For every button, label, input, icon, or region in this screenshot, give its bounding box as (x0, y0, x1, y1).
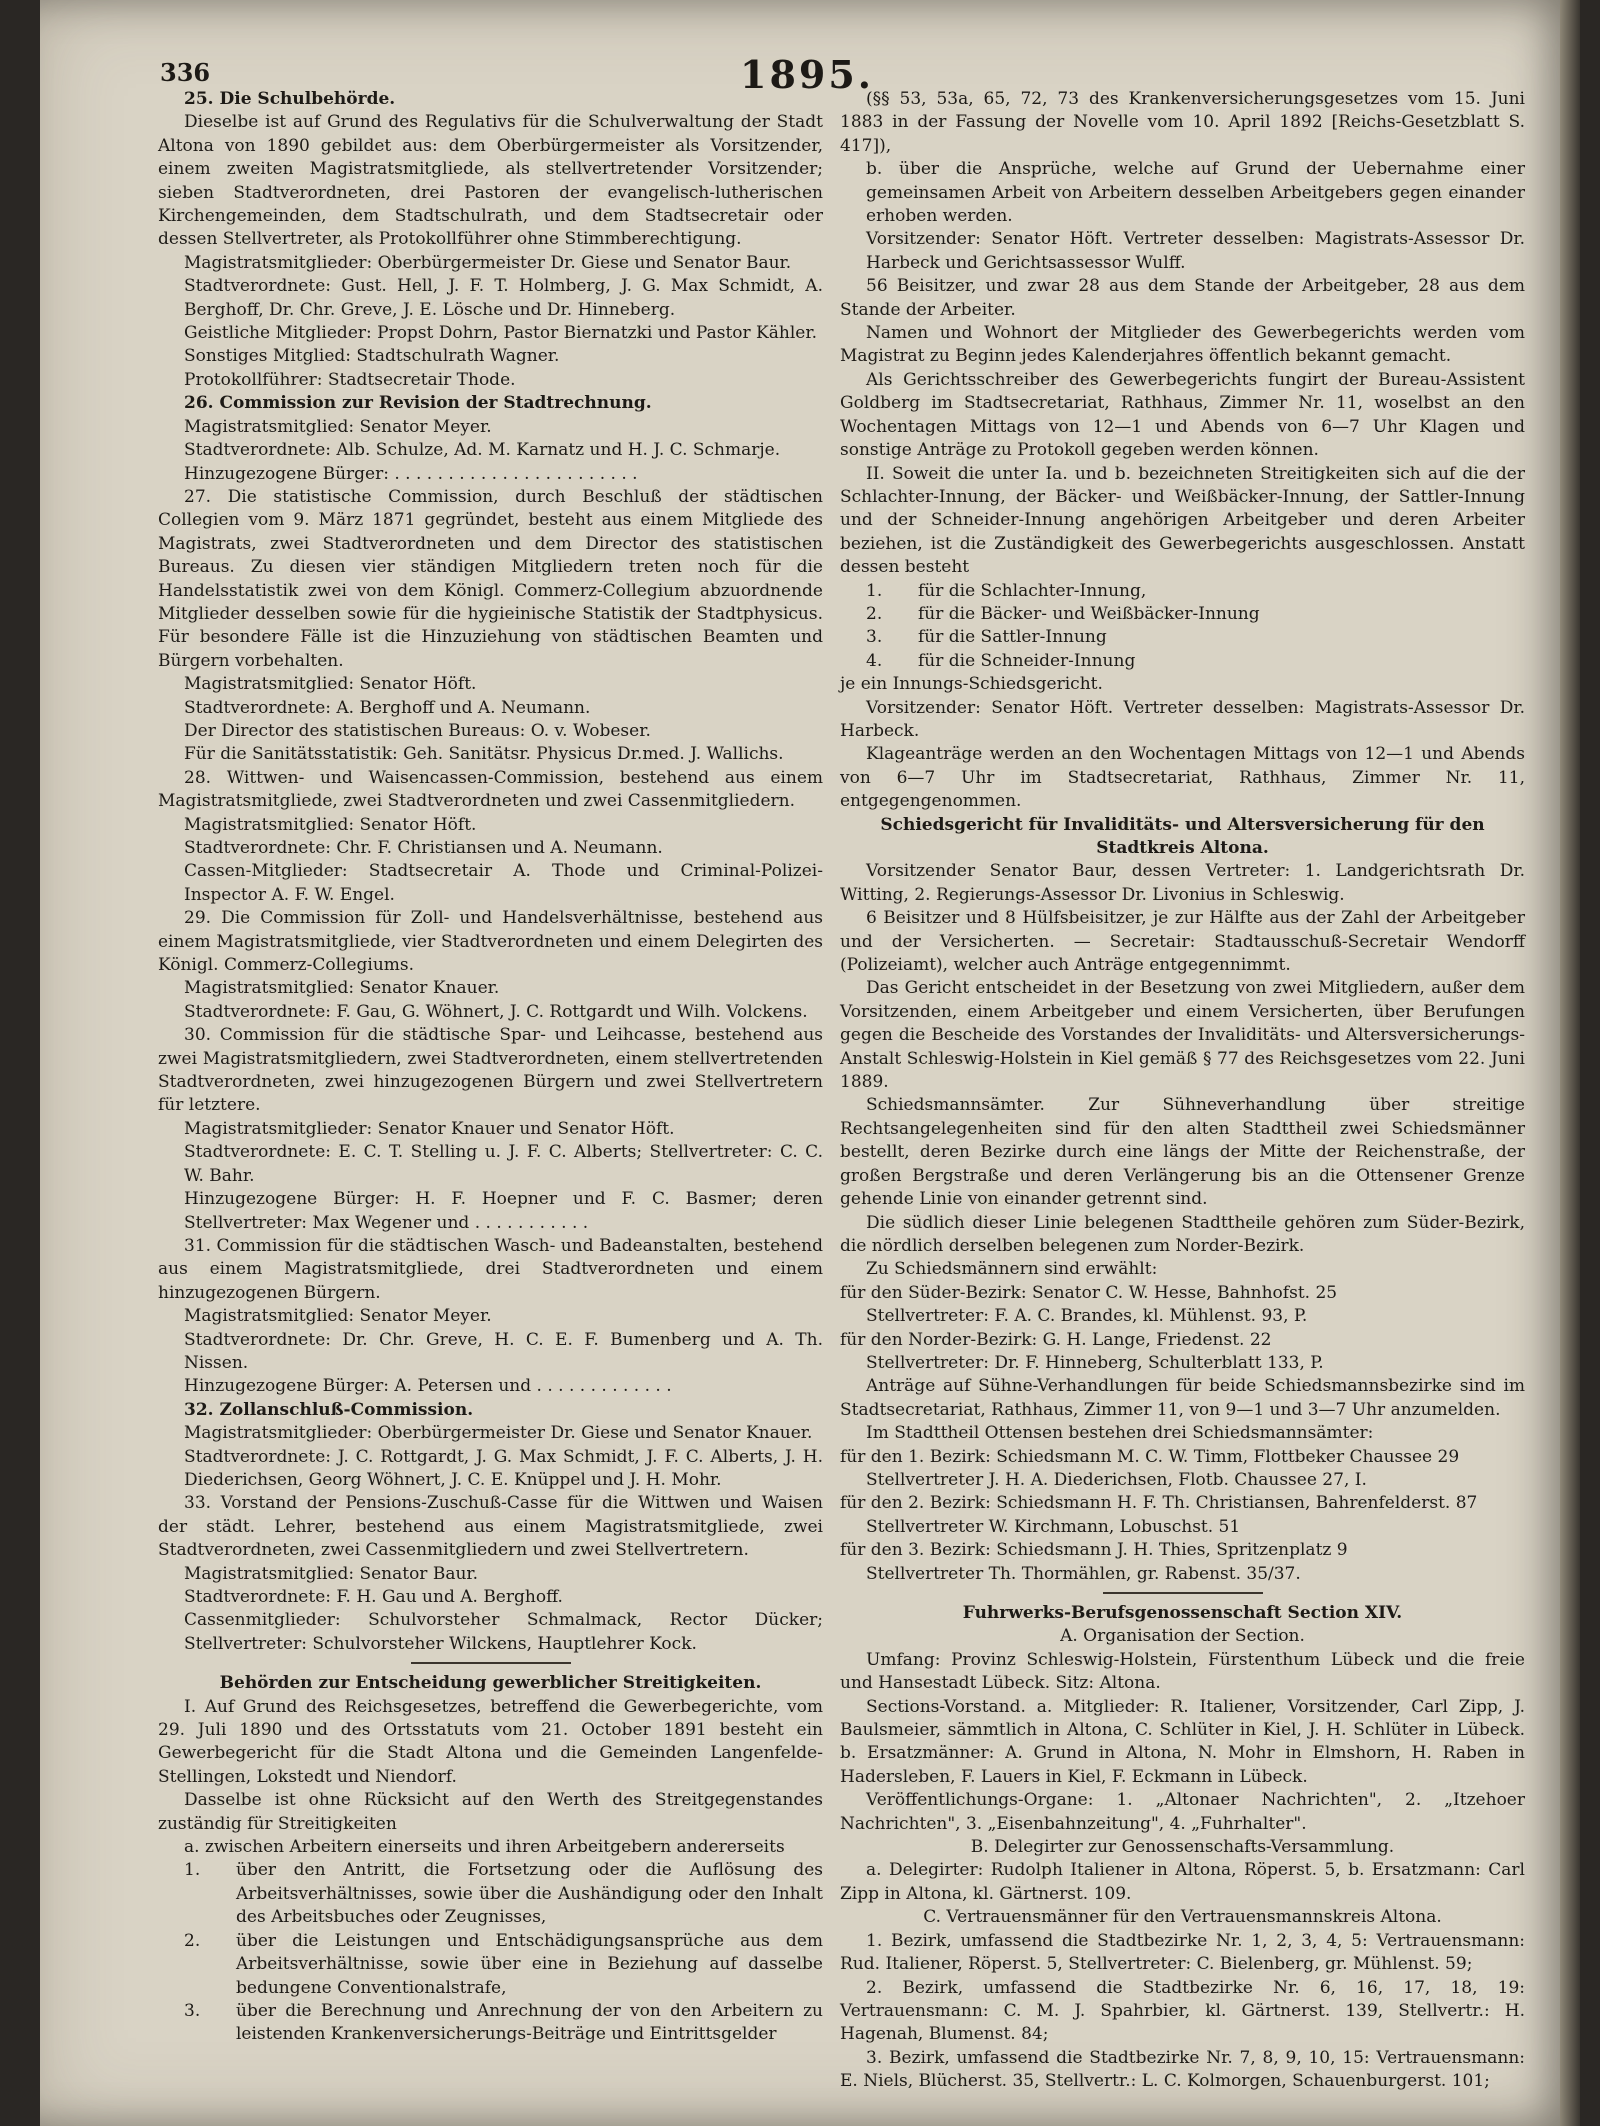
subsection-heading: A. Organisation der Section. (1060, 1626, 1305, 1647)
entry-line: für den 2. Bezirk: Schiedsmann H. F. Th. Christiansen, Bahrenfelderst. 87 (840, 1493, 1478, 1514)
numbered-list-item (840, 650, 1525, 673)
list-item-text: über den Antritt, die Fortsetzung oder die Auflösung des Arbeitsverhältnisses, sowie über die Aushändigung oder den Inhalt des Arbeitsbuches oder Zeugnisses, (236, 1860, 823, 1928)
paragraph: Veröffentlichungs-Organe: 1. „Altonaer Nachrichten", 2. „Itzehoer Nachrichten", 3. „Eisenbahnzeitung", 4. „Fuhrhalter". (840, 1790, 1525, 1834)
entry-line: Für die Sanitätsstatistik: Geh. Sanitätsr. Physicus Dr.med. J. Wallichs. (184, 744, 784, 765)
paragraph: Die südlich dieser Linie belegenen Stadttheile gehören zum Süder-Bezirk, die nördlich derselben belegenen zum Norder-Bezirk. (840, 1212, 1525, 1256)
paragraph: a. Delegirter: Rudolph Italiener in Altona, Röperst. 5, b. Ersatzmann: Carl Zipp in Altona, kl. Gärtnerst. 109. (840, 1860, 1525, 1904)
entry-line: Magistratsmitglied: Senator Meyer. (184, 1306, 492, 1327)
entry-line: Stadtverordnete: Gust. Hell, J. F. T. Holmberg, J. G. Max Schmidt, A. Berghoff, Dr. Chr. Greve, J. E. Lösche und Dr. Hinneberg. (184, 276, 823, 320)
numbered-list-item (840, 580, 1525, 603)
paragraph: Im Stadttheil Ottensen bestehen drei Schiedsmannsämter: (866, 1423, 1374, 1444)
list-item-text: über die Leistungen und Entschädigungsansprüche aus dem Arbeitsverhältnisse, sowie über eine in Beziehung auf dasselbe bedungene Conventionalstrafe, (236, 1930, 823, 1998)
paragraph: 31. Commission für die städtischen Wasch- und Badeanstalten, bestehend aus einem Magistratsmitgliede, drei Stadtverordneten und einem hinzugezogenen Bürgern. (158, 1235, 823, 1303)
list-item-number: 3. (866, 627, 883, 648)
paragraph: Anträge auf Sühne-Verhandlungen für beide Schiedsmannsbezirke sind im Stadtsecretariat, Rathhaus, Zimmer 11, von 9—1 und 3—7 Uhr anzumelden. (840, 1376, 1525, 1420)
entry-line: Magistratsmitglied: Senator Höft. (184, 814, 477, 835)
entry-line: Stellvertreter J. H. A. Diederichsen, Flotb. Chaussee 27, I. (866, 1469, 1367, 1490)
paragraph: Sections-Vorstand. a. Mitglieder: R. Italiener, Vorsitzender, Carl Zipp, J. Baulsmeier, sämmtlich in Altona, C. Schlüter in Kiel, J. H. Schlüter in Lübeck. b. Ersatzmänner: A. Grund in Altona, N. Mohr in Elmshorn, H. Raben in Hadersleben, F. Lauers in Kiel, F. Eckmann in Lübeck. (840, 1696, 1525, 1787)
entry-line: Stellvertreter: F. A. C. Brandes, kl. Mühlenst. 93, P. (866, 1306, 1308, 1327)
paragraph: 2. Bezirk, umfassend die Stadtbezirke Nr. 6, 16, 17, 18, 19: Vertrauensmann: C. M. J. Spahrbier, kl. Gärtnerst. 139, Stellvertr.: H. Hagenah, Blumenst. 84; (840, 1977, 1525, 2045)
paragraph: 6 Beisitzer und 8 Hülfsbeisitzer, je zur Hälfte aus der Zahl der Arbeitgeber und der Versicherten. — Secretair: Stadtausschuß-Secretair Wendorff (Polizeiamt), welcher auch Anträge entgegennimmt. (840, 908, 1525, 976)
page-year-heading: 1895. (740, 52, 874, 97)
entry-line: Sonstiges Mitglied: Stadtschulrath Wagner. (184, 346, 560, 367)
paragraph: (§§ 53, 53a, 65, 72, 73 des Krankenversicherungsgesetzes vom 15. Juni 1883 in der Fassung der Novelle vom 10. April 1892 [Reichs-Gesetzblatt S. 417]), (840, 89, 1525, 156)
entry-line: für den 3. Bezirk: Schiedsmann J. H. Thies, Spritzenplatz 9 (840, 1540, 1348, 1561)
paragraph: Umfang: Provinz Schleswig-Holstein, Fürstenthum Lübeck und die freie und Hansestadt Lübeck. Sitz: Altona. (840, 1649, 1525, 1694)
paragraph: 1. Bezirk, umfassend die Stadtbezirke Nr. 1, 2, 3, 4, 5: Vertrauensmann: Rud. Italiener, Röperst. 5, Stellvertreter: C. Bielenberg, gr. Mühlenst. 59; (840, 1930, 1525, 1975)
newspaper-page (40, 0, 1580, 2126)
entry-line: je ein Innungs-Schiedsgericht. (840, 674, 1103, 695)
entry-line: Magistratsmitglied: Senator Knauer. (184, 978, 500, 999)
entry-line: Protokollführer: Stadtsecretair Thode. (184, 369, 516, 390)
entry-line: Magistratsmitglied: Senator Meyer. (184, 416, 492, 437)
entry-line: Geistliche Mitglieder: Propst Dohrn, Pastor Biernatzki und Pastor Kähler. (184, 323, 817, 344)
entry-line: für den Süder-Bezirk: Senator C. W. Hesse, Bahnhofst. 25 (840, 1282, 1338, 1303)
right-column (840, 88, 1525, 2094)
list-item-number: 4. (866, 650, 883, 671)
subsection-heading: B. Delegirter zur Genossenschafts-Versammlung. (970, 1837, 1395, 1858)
numbered-list-item (840, 603, 1525, 626)
entry-line: Cassen-Mitglieder: Stadtsecretair A. Thode und Criminal-Polizei-Inspector A. F. W. Engel. (184, 861, 823, 905)
paragraph: 33. Vorstand der Pensions-Zuschuß-Casse für die Wittwen und Waisen der städt. Lehrer, bestehend aus einem Magistratsmitgliede, zwei Stadtverordneten, zwei Cassenmitgliedern und zwei Stellvertretern. (158, 1493, 823, 1561)
entry-line: Stadtverordnete: J. C. Rottgardt, J. G. Max Schmidt, J. F. C. Alberts, J. H. Diederichsen, Georg Wöhnert, J. C. E. Knüppel und J. H. Mohr. (184, 1446, 823, 1490)
entry-line: Magistratsmitglied: Senator Baur. (184, 1563, 479, 1584)
section-heading: 26. Commission zur Revision der Stadtrechnung. (184, 393, 652, 414)
paragraph: 27. Die statistische Commission, durch Beschluß der städtischen Collegien vom 9. März 1871 gegründet, besteht aus einem Mitgliede des Magistrats, zwei Stadtverordneten und dem Director des statistischen Bureaus. Zu diesen vier ständigen Mitgliedern treten noch für die Handelsstatistik zwei von dem Königl. Commerz-Collegium abzuordnende Mitglieder desselben sowie für die hygieinische Statistik der Stadtphysicus. Für besondere Fälle ist die Hinzuziehung von städtischen Beamten und Bürgern vorbehalten. (158, 486, 823, 671)
entry-line: Magistratsmitglieder: Oberbürgermeister Dr. Giese und Senator Knauer. (184, 1423, 813, 1444)
paragraph: 3. Bezirk, umfassend die Stadtbezirke Nr. 7, 8, 9, 10, 15: Vertrauensmann: E. Niels, Blücherst. 35, Stellvertr.: L. C. Kolmorgen, Schauenburgerst. 101; (840, 2047, 1525, 2092)
section-heading: 25. Die Schulbehörde. (184, 89, 396, 109)
entry-line: Stellvertreter W. Kirchmann, Lobuschst. 51 (866, 1516, 1241, 1537)
page-edge-shadow (1560, 0, 1580, 2126)
entry-line: Der Director des statistischen Bureaus: O. v. Wobeser. (184, 720, 651, 741)
entry-line: Stadtverordnete: Chr. F. Christiansen und A. Neumann. (184, 838, 663, 858)
list-item-number: 2. (866, 603, 883, 624)
entry-line: a. zwischen Arbeitern einerseits und ihren Arbeitgebern andererseits (184, 1837, 785, 1858)
section-divider (1103, 1592, 1263, 1594)
entry-line: Vorsitzender: Senator Höft. Vertreter desselben: Magistrats-Assessor Dr. Harbeck und Gerichtsassessor Wulff. (866, 229, 1525, 273)
paragraph: 28. Wittwen- und Waisencassen-Commission, bestehend aus einem Magistratsmitgliede, zwei Stadtverordneten und zwei Cassenmitgliedern. (158, 767, 823, 812)
list-item-number: 3. (184, 2000, 201, 2021)
page-number: 336 (160, 58, 211, 87)
paragraph: 30. Commission für die städtische Spar- und Leihcasse, bestehend aus zwei Magistratsmitgliedern, zwei Stadtverordneten, einem stellvertretenden Stadtverordneten, zwei hinzugezogenen Bürgern und zwei Stellvertretern für letztere. (158, 1025, 823, 1116)
paragraph: Dasselbe ist ohne Rücksicht auf den Werth des Streitgegenstandes zuständig für Streitigkeiten (158, 1790, 823, 1834)
paragraph: Namen und Wohnort der Mitglieder des Gewerbegerichts werden vom Magistrat zu Beginn jedes Kalenderjahres öffentlich bekannt gemacht. (840, 323, 1525, 367)
entry-line: für den 1. Bezirk: Schiedsmann M. C. W. Timm, Flottbeker Chaussee 29 (840, 1446, 1460, 1467)
numbered-list-item (158, 2000, 823, 2047)
entry-line: Stellvertreter Th. Thormählen, gr. Rabenst. 35/37. (866, 1563, 1301, 1584)
numbered-list-item (158, 1859, 823, 1929)
entry-line: Stadtverordnete: F. H. Gau und A. Berghoff. (184, 1587, 563, 1607)
paragraph: Klageanträge werden an den Wochentagen Mittags von 12—1 und Abends von 6—7 Uhr im Stadtsecretariat, Rathhaus, Zimmer Nr. 11, entgegengenommen. (840, 744, 1525, 812)
paragraph: Das Gericht entscheidet in der Besetzung von zwei Mitgliedern, außer dem Vorsitzenden, einem Arbeitgeber und einem Versicherten, über Berufungen gegen die Bescheide des Vorstandes der Invaliditäts- und Altersversicherungs-Anstalt Schleswig-Holstein in Kiel gemäß § 77 des Reichsgesetzes vom 22. Juni 1889. (840, 978, 1525, 1093)
numbered-list-item (158, 1930, 823, 2000)
paragraph: Schiedsmannsämter. Zur Sühneverhandlung über streitige Rechtsangelegenheiten sind für den alten Stadttheil zwei Schiedsmänner bestellt, deren Bezirke durch eine längs der Mitte der Reichenstraße, der großen Bergstraße und deren Verlängerung bis an die Ottensener Grenze gehende Linie von einander getrennt sind. (840, 1095, 1525, 1210)
paragraph: 56 Beisitzer, und zwar 28 aus dem Stande der Arbeitgeber, 28 aus dem Stande der Arbeiter. (840, 276, 1525, 320)
list-item-number: 2. (184, 1930, 201, 1951)
paragraph: I. Auf Grund des Reichsgesetzes, betreffend die Gewerbegerichte, vom 29. Juli 1890 und des Ortsstatuts vom 21. October 1891 besteht ein Gewerbegericht für die Stadt Altona und die Gemeinden Langenfelde-Stellingen, Lokstedt und Niendorf. (158, 1696, 823, 1787)
paragraph: Zu Schiedsmännern sind erwählt: (866, 1259, 1158, 1280)
paragraph: II. Soweit die unter Ia. und b. bezeichneten Streitigkeiten sich auf die der Schlachter-Innung, der Bäcker- und Weißbäcker-Innung, der Sattler-Innung und der Schneider-Innung angehörigen Arbeitgeber und deren Arbeiter beziehen, ist die Zuständigkeit des Gewerbegerichts ausgeschlossen. Anstatt dessen besteht (840, 463, 1525, 578)
entry-line: Stellvertreter: Dr. F. Hinneberg, Schulterblatt 133, P. (866, 1352, 1324, 1373)
subsection-heading: C. Vertrauensmänner für den Vertrauensmannskreis Altona. (923, 1907, 1442, 1928)
list-item-text: für die Schneider-Innung (918, 650, 1136, 671)
section-title: Fuhrwerks-Berufsgenossenschaft Section XIV. (962, 1603, 1403, 1623)
section-title: Behörden zur Entscheidung gewerblicher Streitigkeiten. (219, 1673, 762, 1694)
paragraph: Vorsitzender Senator Baur, dessen Vertreter: 1. Landgerichtsrath Dr. Witting, 2. Regierungs-Assessor Dr. Livonius in Schleswig. (840, 861, 1525, 905)
paragraph: Dieselbe ist auf Grund des Regulativs für die Schulverwaltung der Stadt Altona von 1890 gebildet aus: dem Oberbürgermeister als Vorsitzender, einem zweiten Magistratsmitgliede, als stellvertretender Vorsitzender; sieben Stadtverordneten, drei Pastoren der evangelisch-lutherischen Kirchengemeinden, dem Stadtschulrath, und dem Stadtsecretair oder dessen Stellvertreter, als Protokollführer ohne Stimmberechtigung. (158, 112, 823, 250)
list-item-text: für die Sattler-Innung (918, 627, 1107, 648)
paragraph: Als Gerichtsschreiber des Gewerbegerichts fungirt der Bureau-Assistent Goldberg im Stadtsecretariat, Rathhaus, Zimmer Nr. 11, woselbst an den Wochentagen Mittags von 12—1 und Abends von 6—7 Uhr Klagen und sonstige Anträge zu Protokoll gegeben werden können. (840, 369, 1525, 461)
entry-line: Cassenmitglieder: Schulvorsteher Schmalmack, Rector Dücker; Stellvertreter: Schulvorsteher Wilckens, Hauptlehrer Kock. (184, 1610, 823, 1654)
entry-line: für den Norder-Bezirk: G. H. Lange, Friedenst. 22 (840, 1329, 1272, 1350)
section-title: Schiedsgericht für Invaliditäts- und Altersversicherung für den Stadtkreis Altona. (880, 814, 1485, 858)
entry-line: Hinzugezogene Bürger: . . . . . . . . . . . . . . . . . . . . . . . (184, 463, 638, 484)
section-heading: 32. Zollanschluß-Commission. (184, 1399, 474, 1420)
numbered-list-item (840, 626, 1525, 649)
paragraph: Vorsitzender: Senator Höft. Vertreter desselben: Magistrats-Assessor Dr. Harbeck. (840, 697, 1525, 741)
list-item-text: für die Schlachter-Innung, (918, 580, 1147, 601)
entry-line: Magistratsmitglieder: Oberbürgermeister Dr. Giese und Senator Baur. (184, 252, 792, 273)
entry-line: Stadtverordnete: E. C. T. Stelling u. J. F. C. Alberts; Stellvertreter: C. C. W. Bahr. (184, 1142, 823, 1186)
entry-line: Stadtverordnete: Alb. Schulze, Ad. M. Karnatz und H. J. C. Schmarje. (184, 440, 781, 461)
section-divider (411, 1662, 571, 1664)
list-item-number: 1. (184, 1860, 201, 1881)
list-item-number: 1. (866, 580, 883, 601)
entry-line: Magistratsmitglied: Senator Höft. (184, 674, 477, 695)
entry-line: Hinzugezogene Bürger: A. Petersen und . . . . . . . . . . . . . (184, 1376, 672, 1397)
entry-line: Stadtverordnete: A. Berghoff und A. Neumann. (184, 697, 591, 718)
entry-line: Hinzugezogene Bürger: H. F. Hoepner und F. C. Basmer; deren Stellvertreter: Max Wegener und . . . . . . . . . . . (184, 1189, 823, 1233)
entry-line: Magistratsmitglieder: Senator Knauer und Senator Höft. (184, 1118, 675, 1139)
list-item-text: für die Bäcker- und Weißbäcker-Innung (918, 603, 1260, 624)
entry-line: Stadtverordnete: Dr. Chr. Greve, H. C. E. F. Bumenberg und A. Th. Nissen. (184, 1329, 823, 1373)
entry-line: b. über die Ansprüche, welche auf Grund der Uebernahme einer gemeinsamen Arbeit von Arbeitern desselben Arbeitgebers gegen einander erhoben werden. (866, 159, 1525, 227)
left-column (158, 88, 823, 2047)
entry-line: Stadtverordnete: F. Gau, G. Wöhnert, J. C. Rottgardt und Wilh. Volckens. (184, 1001, 808, 1022)
paragraph: 29. Die Commission für Zoll- und Handelsverhältnisse, bestehend aus einem Magistratsmitgliede, vier Stadtverordneten und einem Delegirten des Königl. Commerz-Collegiums. (158, 908, 823, 976)
list-item-text: über die Berechnung und Anrechnung der von den Arbeitern zu leistenden Krankenversicherungs-Beiträge und Eintrittsgelder (236, 2000, 823, 2045)
